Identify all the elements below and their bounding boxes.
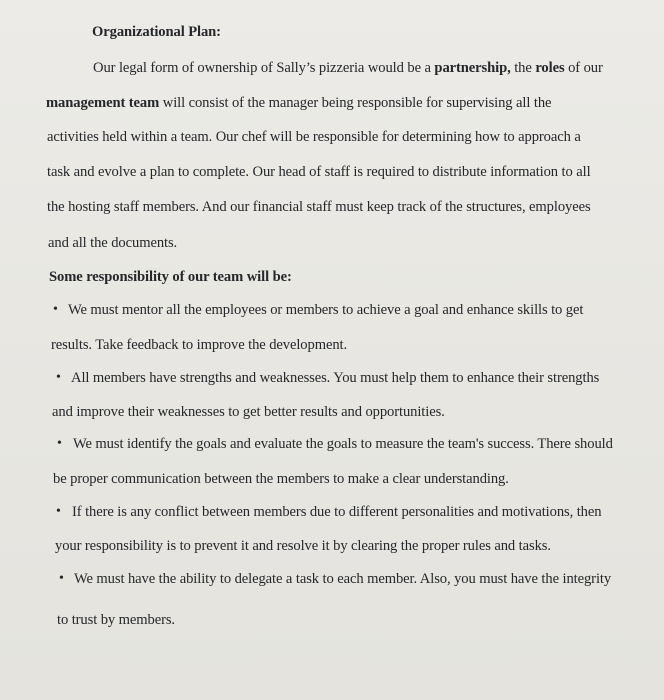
section-heading: Organizational Plan: bbox=[92, 24, 221, 40]
responsibilities-subheading: Some responsibility of our team will be: bbox=[49, 269, 292, 285]
bullet-2-line-1: All members have strengths and weaknesses. You must help them to enhance their strengths bbox=[71, 370, 600, 386]
bullet-1-line-1: We must mentor all the employees or members to achieve a goal and enhance skills to get bbox=[68, 302, 584, 318]
intro-line-4: task and evolve a plan to complete. Our head of staff is required to distribute information to all bbox=[47, 164, 591, 180]
intro-text: the bbox=[510, 60, 536, 76]
bullet-3-line-1: We must identify the goals and evaluate the goals to measure the team's success. There should bbox=[73, 436, 613, 452]
intro-line-2 bbox=[46, 94, 551, 112]
bullet-marker: • bbox=[53, 302, 58, 317]
bullet-4-line-1: If there is any conflict between members due to different personalities and motivations, then bbox=[72, 504, 602, 520]
intro-text: Our legal form of ownership of Sally’s pizzeria would be a bbox=[93, 60, 435, 76]
bullet-1-line-2: results. Take feedback to improve the development. bbox=[51, 337, 348, 353]
emphasis-roles: roles bbox=[535, 60, 565, 76]
emphasis-partnership: partnership, bbox=[434, 60, 511, 76]
emphasis-management-team: management team bbox=[46, 95, 160, 111]
intro-line-1 bbox=[93, 59, 603, 77]
bullet-marker: • bbox=[56, 370, 61, 385]
bullet-3-line-2: be proper communication between the members to make a clear understanding. bbox=[53, 471, 509, 487]
intro-line-3: activities held within a team. Our chef will be responsible for determining how to approach a bbox=[47, 129, 581, 145]
intro-line-5: the hosting staff members. And our financial staff must keep track of the structures, employees bbox=[47, 199, 591, 215]
bullet-5-line-1: We must have the ability to delegate a task to each member. Also, you must have the integrity bbox=[74, 571, 612, 587]
bullet-2-line-2: and improve their weaknesses to get better results and opportunities. bbox=[52, 404, 445, 420]
intro-text: will consist of the manager being responsible for supervising all the bbox=[159, 95, 552, 111]
intro-text: of our bbox=[564, 60, 603, 76]
bullet-4-line-2: your responsibility is to prevent it and resolve it by clearing the proper rules and tasks. bbox=[55, 538, 551, 554]
bullet-5-line-2: to trust by members. bbox=[57, 612, 175, 628]
bullet-marker: • bbox=[57, 436, 62, 451]
intro-line-6: and all the documents. bbox=[48, 235, 178, 251]
bullet-marker: • bbox=[56, 504, 61, 519]
bullet-marker: • bbox=[59, 571, 64, 586]
